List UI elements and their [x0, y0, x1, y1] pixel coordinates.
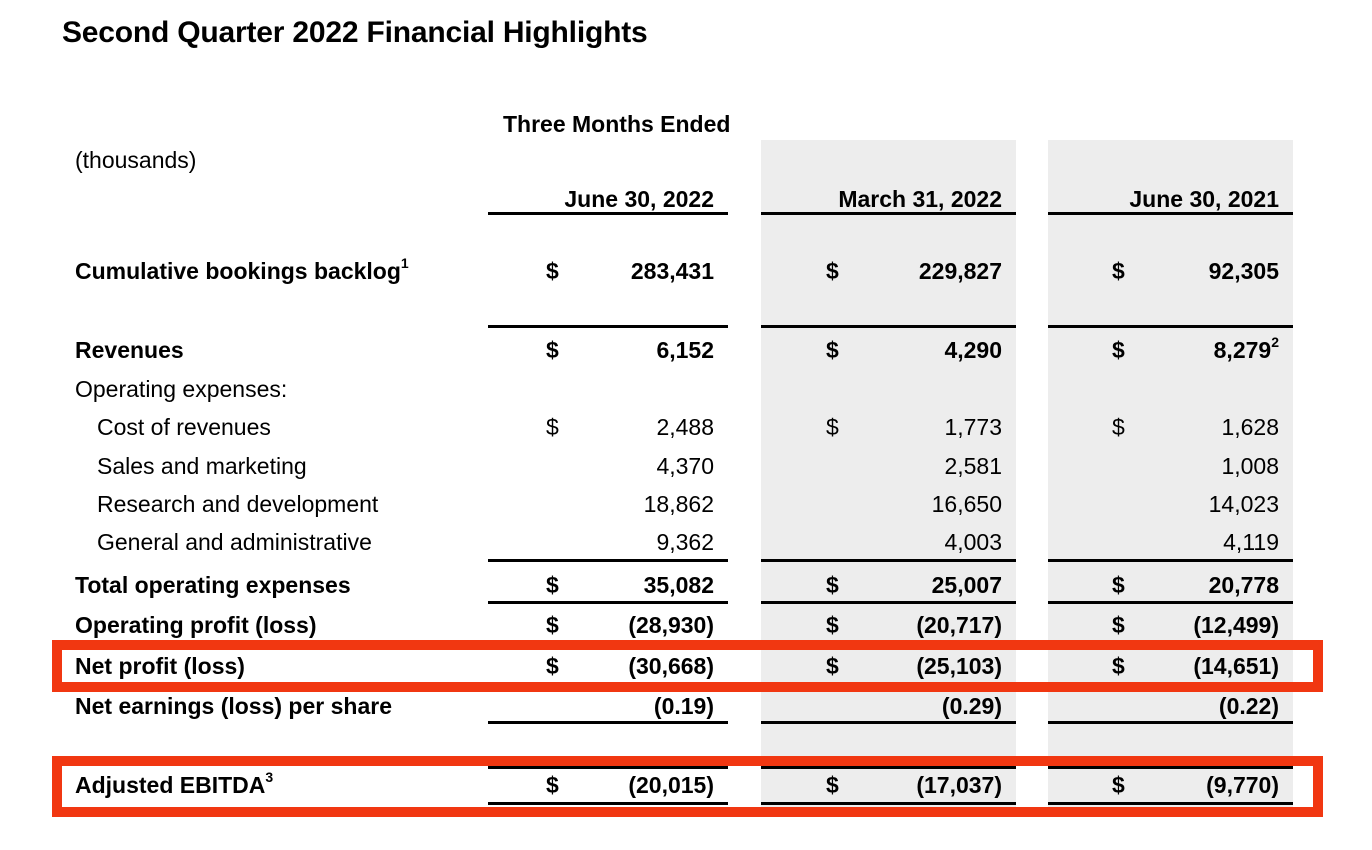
rule — [1048, 601, 1293, 604]
table-row-cumulative-bookings-backlog — [0, 255, 1372, 284]
dollar-sign: $ — [546, 772, 559, 798]
rule — [488, 559, 728, 562]
rule — [1048, 559, 1293, 562]
row-label: Cumulative bookings backlog$^1$ — [75, 255, 409, 284]
col-header-march-2022: March 31, 2022 — [838, 186, 1002, 212]
col-header-june-2022: June 30, 2022 — [564, 186, 714, 212]
cell-value: (30,668) — [628, 653, 714, 679]
dollar-sign: $ — [826, 572, 839, 598]
table-row-operating-expenses-header — [0, 376, 1372, 402]
table-row-net-earnings-loss-per-share — [0, 693, 1372, 719]
cell-value: 4,003 — [944, 529, 1002, 555]
cell-value: (25,103) — [916, 653, 1002, 679]
cell-value: (12,499) — [1193, 612, 1279, 638]
dollar-sign: $ — [546, 572, 559, 598]
row-label: Cost of revenues — [97, 414, 271, 440]
row-label: Sales and marketing — [97, 453, 307, 479]
dollar-sign: $ — [1112, 653, 1125, 679]
row-label: General and administrative — [97, 529, 372, 555]
cell-value: 283,431 — [630, 258, 714, 284]
table-row-total-operating-expenses — [0, 572, 1372, 598]
row-label: Operating profit (loss) — [75, 612, 317, 638]
dollar-sign: $ — [826, 653, 839, 679]
cell-value: 2,581 — [944, 453, 1002, 479]
highlight-box-net-profit — [52, 640, 1323, 692]
rule — [1048, 325, 1293, 328]
table-row-sales-and-marketing — [0, 453, 1372, 479]
row-label: Net profit (loss) — [75, 653, 245, 679]
row-label: Revenues — [75, 337, 184, 363]
rule — [488, 212, 728, 215]
page-title: Second Quarter 2022 Financial Highlights — [62, 16, 648, 49]
row-label: Research and development — [97, 491, 379, 517]
cell-value: (20,015) — [628, 772, 714, 798]
table-row-operating-profit-loss — [0, 612, 1372, 638]
row-label: Adjusted EBITDA$^3$ — [75, 769, 274, 798]
units-note: (thousands) — [75, 147, 197, 173]
rule — [761, 559, 1016, 562]
cell-value: 35,082 — [643, 572, 714, 598]
dollar-sign: $ — [1112, 258, 1125, 284]
table-row-general-and-administrative — [0, 529, 1372, 555]
cell-value: (20,717) — [916, 612, 1002, 638]
dollar-sign: $ — [1112, 337, 1125, 363]
dollar-sign: $ — [546, 337, 559, 363]
dollar-sign: $ — [546, 414, 559, 440]
cell-value: 20,778 — [1208, 572, 1279, 598]
dollar-sign: $ — [1112, 612, 1125, 638]
footnote-marker: 2 — [1271, 334, 1279, 351]
footnote-marker: 3 — [265, 769, 274, 786]
rule — [488, 721, 728, 724]
cell-value: (14,651) — [1193, 653, 1279, 679]
table-row-cost-of-revenues — [0, 414, 1372, 440]
rule — [761, 212, 1016, 215]
cell-value: 4,119 — [1223, 529, 1279, 555]
cell-value: (0.29) — [941, 693, 1002, 719]
rule — [761, 721, 1016, 724]
col-header-june-2021: June 30, 2021 — [1129, 186, 1279, 212]
cell-value: 9,362 — [656, 529, 714, 555]
table-row-research-and-development — [0, 491, 1372, 517]
rule — [1048, 212, 1293, 215]
cell-value: 6,152 — [656, 337, 714, 363]
table-row-revenues — [0, 334, 1372, 363]
cell-value: (17,037) — [916, 772, 1002, 798]
cell-value: 4,370 — [656, 453, 714, 479]
cell-value: 14,023 — [1208, 491, 1279, 517]
cell-value: 1,628 — [1221, 414, 1279, 440]
cell-value: 25,007 — [931, 572, 1002, 598]
cell-value: 1,773 — [944, 414, 1002, 440]
cell-value: 18,862 — [643, 491, 714, 517]
row-label: Operating expenses: — [75, 376, 288, 402]
row-label: Total operating expenses — [75, 572, 351, 598]
cell-value: 229,827 — [918, 258, 1002, 284]
cell-value: (0.22) — [1218, 693, 1279, 719]
rule — [761, 325, 1016, 328]
dollar-sign: $ — [546, 653, 559, 679]
cell-value: (28,930) — [628, 612, 714, 638]
rule — [1048, 721, 1293, 724]
cell-value: (9,770) — [1206, 772, 1279, 798]
cell-value: (0.19) — [653, 693, 714, 719]
dollar-sign: $ — [826, 772, 839, 798]
highlight-box-adjusted-ebitda — [52, 756, 1323, 817]
dollar-sign: $ — [826, 337, 839, 363]
footnote-marker: 1 — [400, 255, 409, 272]
dollar-sign: $ — [1112, 414, 1125, 440]
group-header: Three Months Ended — [503, 111, 731, 137]
cell-value: 8,279 — [1213, 337, 1272, 363]
dollar-sign: $ — [826, 414, 839, 440]
rule — [488, 325, 728, 328]
dollar-sign: $ — [1112, 572, 1125, 598]
cell-value: 92,305 — [1208, 258, 1279, 284]
row-label: Net earnings (loss) per share — [75, 693, 392, 719]
cell-value: 16,650 — [931, 491, 1002, 517]
dollar-sign: $ — [826, 612, 839, 638]
dollar-sign: $ — [826, 258, 839, 284]
dollar-sign: $ — [1112, 772, 1125, 798]
dollar-sign: $ — [546, 612, 559, 638]
cell-value: 1,008 — [1221, 453, 1279, 479]
rule — [761, 601, 1016, 604]
cell-value: 2,488 — [656, 414, 714, 440]
rule — [488, 601, 728, 604]
cell-value: 4,290 — [944, 337, 1002, 363]
dollar-sign: $ — [546, 258, 559, 284]
